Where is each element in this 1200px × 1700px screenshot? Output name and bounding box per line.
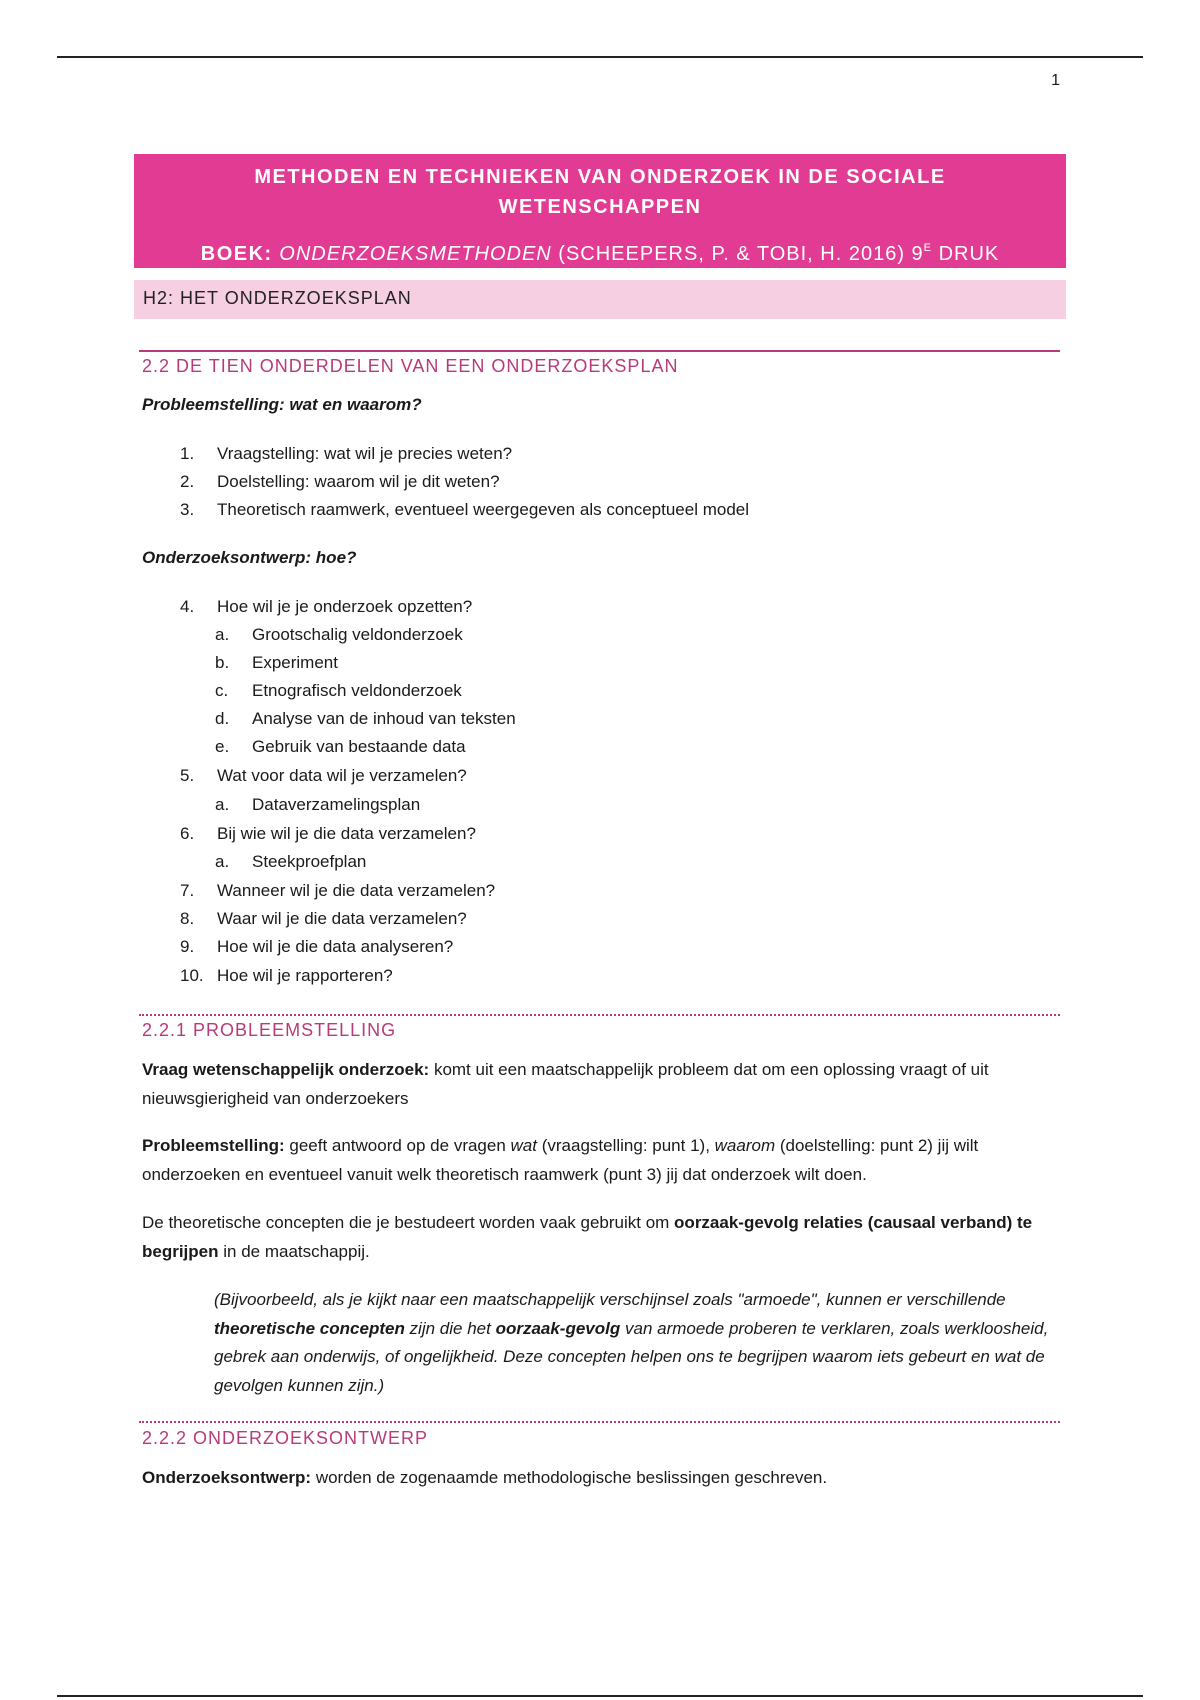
example-quote: (Bijvoorbeeld, als je kijkt naar een maatschappelijk verschijnsel zoals "armoede", kunnen er verschillende theoretische concepten zijn die het oorzaak-gevolg van armoede proberen te verklaren, zoals werkloosheid, gebrek aan onderwijs, of ongelijkheid. Deze concepten helpen ons te begrijpen waarom iets gebeurt en wat de gevolgen kunnen zijn.): [214, 1290, 1049, 1395]
section-rule: [139, 1421, 1060, 1423]
paragraph: Probleemstelling: geeft antwoord op de vragen wat (vraagstelling: punt 1), waarom (doelstelling: punt 2) jij wilt onderzoeken en eventueel vanuit welk theoretisch raamwerk (punt 3) jij dat onderzoek wilt doen.: [142, 1136, 979, 1184]
bottom-rule: [57, 1695, 1143, 1697]
title-line-1: METHODEN EN TECHNIEKEN VAN ONDERZOEK IN DE SOCIALE: [254, 166, 946, 188]
document-title: [134, 162, 1066, 222]
book-authors: (SCHEEPERS, P. & TOBI, H. 2016) 9: [558, 243, 924, 265]
document-title-banner: [134, 154, 1066, 268]
design-subheading: Onderzoeksontwerp: hoe?: [142, 548, 357, 567]
book-reference: [134, 236, 1066, 266]
book-label: BOEK:: [200, 243, 273, 265]
page-number: 1: [1051, 72, 1060, 89]
problem-subheading: Probleemstelling: wat en waarom?: [142, 395, 422, 414]
edition-superscript: E: [923, 242, 933, 254]
paragraph: De theoretische concepten die je bestudeert worden vaak gebruikt om oorzaak-gevolg relaties (causaal verband) te begrijpen in de maatschappij.: [142, 1213, 1033, 1261]
book-title: ONDERZOEKSMETHODEN: [279, 243, 552, 265]
section-rule: [139, 1014, 1060, 1016]
section-rule: [139, 350, 1060, 352]
section-heading-2-2-1: 2.2.1 PROBLEEMSTELLING: [142, 1020, 397, 1040]
paragraph: Vraag wetenschappelijk onderzoek: komt uit een maatschappelijk probleem dat om een oplossing vraagt of uit nieuwsgierigheid van onderzoekers: [142, 1060, 989, 1108]
edition-word: DRUK: [938, 243, 1000, 265]
section-heading-2-2: 2.2 DE TIEN ONDERDELEN VAN EEN ONDERZOEKSPLAN: [142, 356, 679, 376]
section-heading-2-2-2: 2.2.2 ONDERZOEKSONTWERP: [142, 1428, 429, 1448]
top-rule: [57, 56, 1143, 58]
title-line-2: WETENSCHAPPEN: [498, 196, 702, 218]
paragraph: Onderzoeksontwerp: worden de zogenaamde methodologische beslissingen geschreven.: [142, 1468, 828, 1487]
chapter-heading: H2: HET ONDERZOEKSPLAN: [134, 280, 1066, 319]
